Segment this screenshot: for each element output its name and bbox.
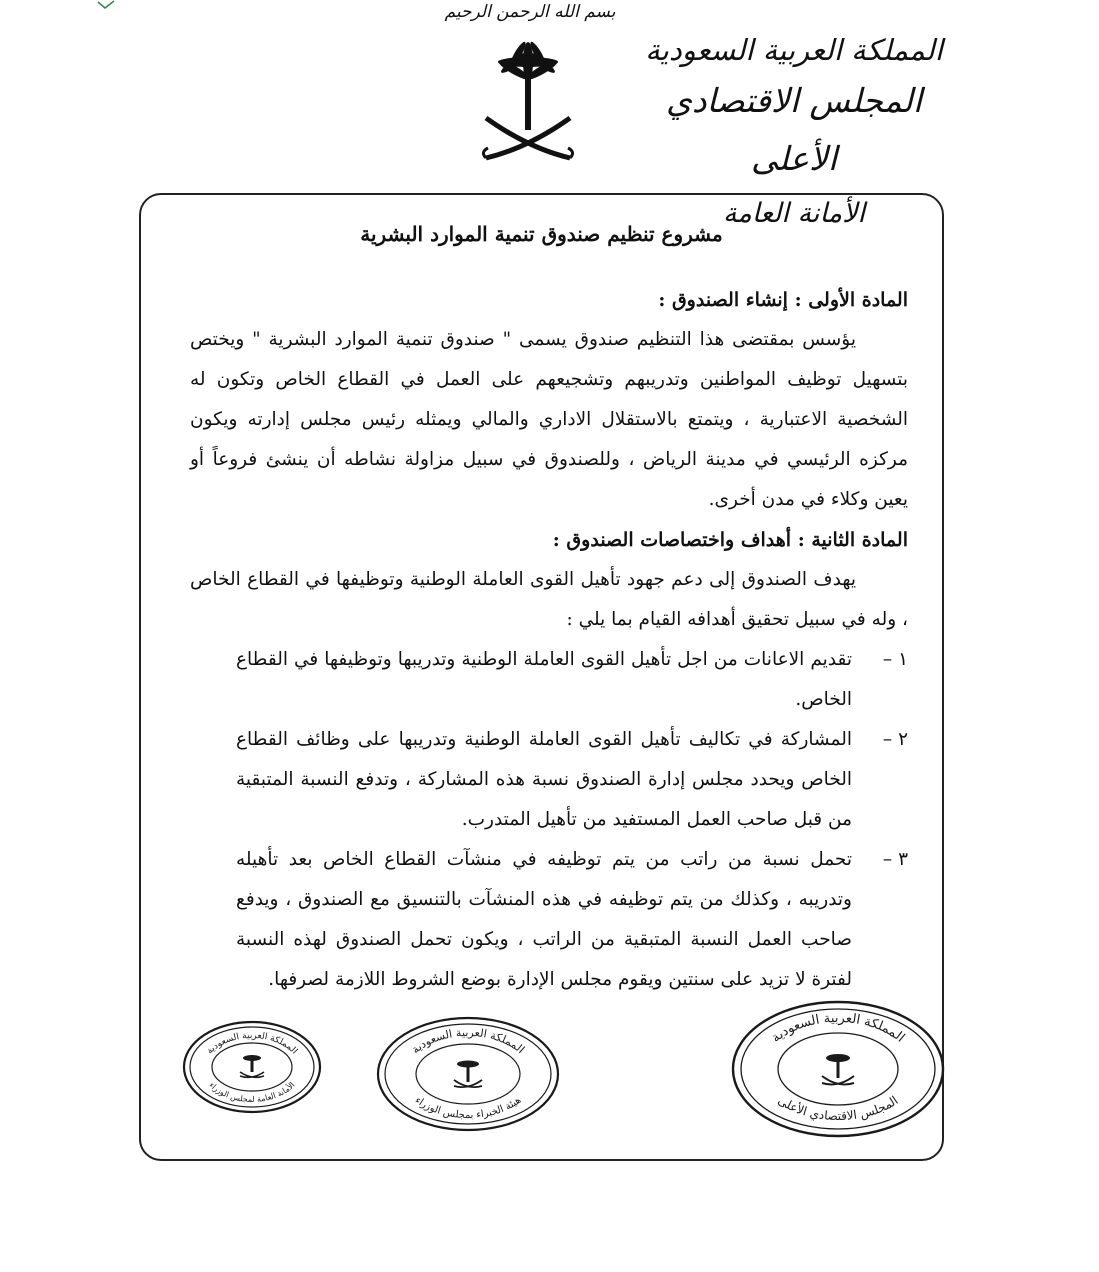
basmala: بسم الله الرحمن الرحيم <box>444 2 616 22</box>
list-item-number: ٢ – <box>882 729 908 750</box>
official-seal-supreme-economic-council <box>731 1000 945 1138</box>
seal-bottom-text: الأمانة العامة لمجلس الوزراء <box>207 1080 297 1105</box>
list-item-text: تقديم الاعانات من اجل تأهيل القوى العاملة الوطنية وتدريبها وتوظيفها في القطاع الخاص. <box>236 649 852 710</box>
list-item-number: ٣ – <box>882 849 908 870</box>
document-title: مشروع تنظيم صندوق تنمية الموارد البشرية <box>360 222 723 246</box>
saudi-emblem-palm-swords-icon <box>478 40 578 170</box>
article-2-intro: يهدف الصندوق إلى دعم جهود تأهيل القوى العاملة الوطنية وتوظيفها في القطاع الخاص ، وله في سبيل تحقيق أهدافه القيام بما يلي : <box>190 569 908 630</box>
article-2-heading: المادة الثانية : أهداف واختصاصات الصندوق : <box>552 529 908 551</box>
article-1-body: يؤسس بمقتضى هذا التنظيم صندوق يسمى " صندوق تنمية الموارد البشرية " ويختص بتسهيل توظيف المواطنين وتدريبهم وتشجيعهم على العمل في القطاع الخاص وتكون له الشخصية الاعتبارية ، ويتمتع بالاستقلال الاداري والمالي ويمثله رئيس مجلس إدارته ويكون مركزه الرئيسي في مدينة الرياض ، وللصندوق في سبيل مزاولة نشاطه أن ينشئ فروعاً أو يعين وكلاء في مدن أخرى. <box>190 329 908 510</box>
article-1-heading: المادة الأولى : إنشاء الصندوق : <box>658 289 908 311</box>
document-body <box>190 280 908 1000</box>
official-seal-cabinet-secretariat <box>182 1020 322 1114</box>
org-country: المملكة العربية السعودية <box>645 33 943 67</box>
list-item-number: ١ – <box>882 649 908 670</box>
list-item <box>190 840 908 1000</box>
list-item <box>190 640 908 720</box>
svg-text:هيئة الخبراء بمجلس الوزراء <box>413 1095 524 1121</box>
list-item <box>190 720 908 840</box>
seal-top-text: المملكة العربية السعودية <box>409 1025 528 1057</box>
svg-text:المجلس الاقتصادي الأعلى <box>776 1093 901 1123</box>
seal-bottom-text: المجلس الاقتصادي الأعلى <box>775 1093 901 1124</box>
seal-top-text: المملكة العربية السعودية <box>768 1010 908 1046</box>
svg-text:الأمانة العامة لمجلس الوزراء <box>207 1080 296 1104</box>
seal-bottom-text: هيئة الخبراء بمجلس الوزراء <box>412 1094 524 1122</box>
seal-top-text: المملكة العربية السعودية <box>205 1030 300 1057</box>
official-seal-experts-commission <box>376 1016 560 1132</box>
org-council: المجلس الاقتصادي الأعلى <box>665 81 922 178</box>
org-secretariat: الأمانة العامة <box>722 198 866 229</box>
list-item-text: تحمل نسبة من راتب من يتم توظيفه في منشآت القطاع الخاص بعد تأهيله وتدريبه ، وكذلك من يتم توظيفه في هذه المنشآت بالتنسيق مع الصندوق ، ويدفع صاحب العمل النسبة المتبقية من الراتب ، ويكون تحمل الصندوق لهذه النسبة لفترة لا تزيد على سنتين ويقوم مجلس الإدارة بوضع الشروط اللازمة لصرفها. <box>236 849 852 990</box>
corner-mark <box>96 0 116 10</box>
list-item-text: المشاركة في تكاليف تأهيل القوى العاملة الوطنية وتدريبها على وظائف القطاع الخاص ويحدد مجلس إدارة الصندوق نسبة هذه المشاركة ، وتدفع النسبة المتبقية من قبل صاحب العمل المستفيد من تأهيل المتدرب. <box>236 729 852 830</box>
